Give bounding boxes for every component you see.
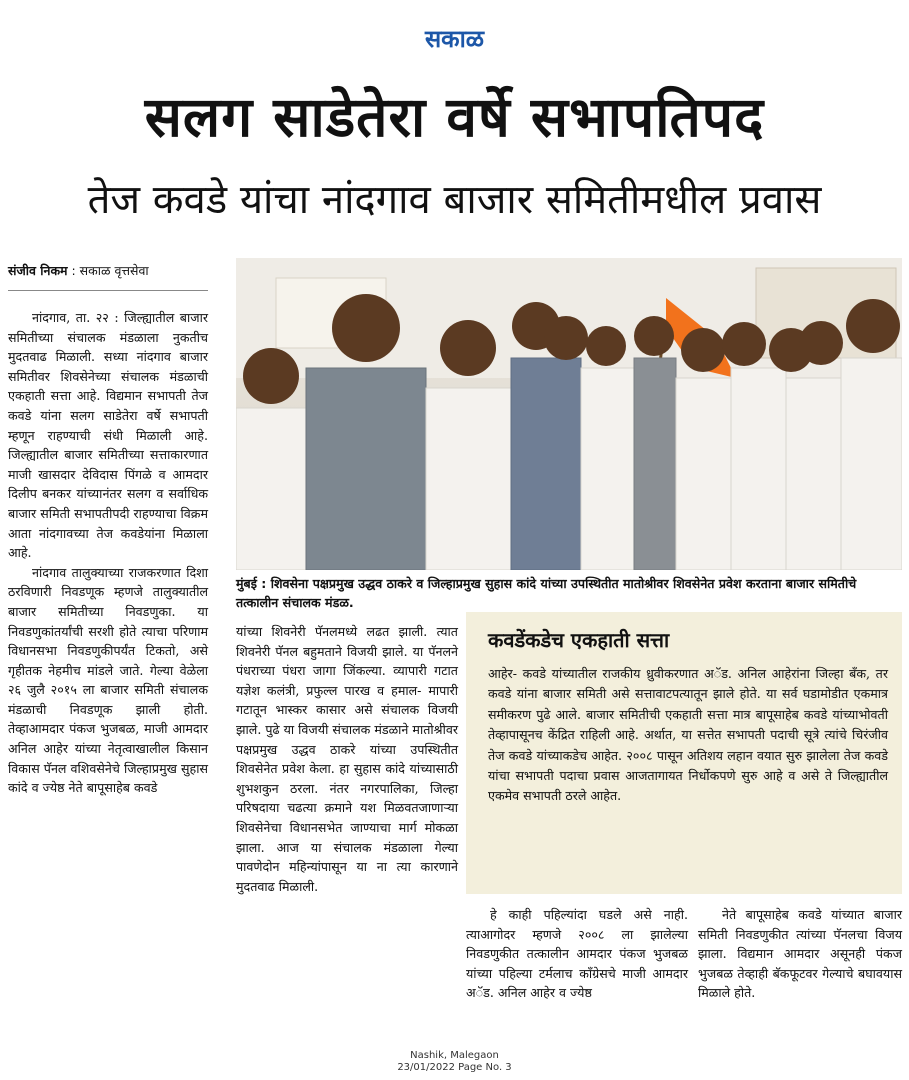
- masthead-logo: सकाळ: [424, 25, 485, 53]
- sidebar-box: [466, 612, 902, 894]
- photo-caption: मुंबई : शिवसेना पक्षप्रमुख उद्धव ठाकरे व जिल्हाप्रमुख सुहास कांदे यांच्या उपस्थितीत मातोश्रीवर शिवसेनेत प्रवेश करताना बाजार समितीचे तत्कालीन संचालक मंडळ.: [236, 576, 857, 610]
- article-paragraph: नेते बापूसाहेब कवडे यांच्यात बाजार समिती निवडणुकीत त्यांच्या पॅनलचा विजय झाला. विद्यमान आमदार असूनही पंकज भुजबळ तेव्हाही बॅकफूटवर गेल्याचे बघावयास मिळाले होते.: [698, 907, 902, 1001]
- article-paragraph: हे काही पहिल्यांदा घडले असे नाही. त्याआगोदर म्हणजे २००८ ला झालेल्या निवडणुकीत तत्कालीन आमदार पंकज भुजबळ यांच्या पहिल्या टर्मलाच काँग्रेसचे माजी आमदार अॅड. अनिल आहेर व ज्येष्ठ: [466, 907, 688, 1001]
- byline-divider: [8, 290, 208, 291]
- article-column-2: [236, 622, 458, 896]
- sidebar-title: कवडेंकडेच एकहाती सत्ता: [488, 628, 670, 652]
- byline: [8, 262, 208, 279]
- article-paragraph: नांदगाव, ता. २२ : जिल्ह्यातील बाजार समितीच्या संचालक मंडळाला नुकतीच मुदतवाढ मिळाली. सध्या नांदगाव बाजार समितीवर शिवसेनेच्या संचालक मंडळाची एकहाती सत्ता आहे. विद्यमान सभापती तेज कवडे यांना सलग साडेतेरा वर्षे सभापती म्हणून राहण्याची संधी मिळाली आहे. जिल्ह्यातील बाजार समितीच्या सत्ताकारणात माजी खासदार देविदास पिंगळे व आमदार दिलीप बनकर यांच्यानंतर सलग व सर्वाधिक बाजार समिती सभापतीपदी राहण्याचा विक्रम आता नांदगावच्या तेज कवडेयांना मिळाला आहे.: [8, 310, 208, 561]
- article-column-4: [698, 905, 902, 1003]
- article-column-1: [8, 308, 208, 798]
- headline: सलग साडेतेरा वर्षे सभापतिपद: [144, 85, 765, 149]
- article-column-3: [466, 905, 688, 1003]
- article-paragraph: यांच्या शिवनेरी पॅनलमध्ये लढत झाली. त्यात शिवनेरी पॅनल बहुमताने विजयी झाले. या पॅनलने पंधराच्या पंधरा जागा जिंकल्या. व्यापारी गटात यज्ञेश कलंत्री, प्रफुल्ल पारख व हमाल- मापारी गटातून भास्कर कासार असे संचालक विजयी झाले. पुढे या विजयी संचालक मंडळाने मातोश्रीवर पक्षप्रमुख उद्धव ठाकरे यांच्या उपस्थितीत शिवसेनेत प्रवेश केला. हा सुहास कांदे यांच्यासाठी शुभशकुन ठरला. नंतर नगरपालिका, जिल्हा परिषदाया चढत्या क्रमाने यश मिळवतजाणाऱ्या शिवसेनेचा विधानसभेत जाण्याचा मार्ग मोकळा झाला. आज या संचालक मंडळाला गेल्या पावणेदोन महिन्यांपासून या ना त्या कारणाने मुदतवाढ मिळाली.: [236, 624, 458, 894]
- sidebar-text: आहेर- कवडे यांच्यातील राजकीय ध्रुवीकरणात अॅड. अनिल आहेरांना जिल्हा बँक, तर कवडे यांना बाजार समिती असे सत्तावाटपत्यातून झाले होते. या सर्व घडामोडीत एकमात्र समीकरण पुढे आले. बाजार समितीची एकहाती सत्ता मात्र बापूसाहेब कवडे यांच्याभोवती तेव्हापासूनच केंद्रित राहिली आहे. अर्थात, या सत्तेत सभापती पदाची सूत्रे त्यांचे चिरंजीव तेज कवडे यांच्याकडेच आहेत. २००८ पासून अतिशय लहान वयात सुरु झालेला तेज कवडे यांचा सभापती पदाचा प्रवास आजतागायत निर्धोकपणे सुरु आहे व असे ते जिल्ह्यातील एकमेव सभापती ठरले आहेत.: [488, 666, 888, 804]
- news-photo: [236, 258, 902, 570]
- group-photo-illustration: [236, 258, 902, 570]
- page-footer: [0, 1050, 909, 1074]
- article-paragraph: नांदगाव तालुक्याच्या राजकरणात दिशा ठरविणारी निवडणूक म्हणजे तालुक्यातील बाजार समितीच्या निवडणुका. या निवडणुकांतर्यांची सरशी होते त्याचा परिणाम विधानसभा निवडणुकीपर्यंत टिकतो, असे गृहीतक नेहमीच मांडले जाते. गेल्या वेळेला २६ जुलै २०१५ ला बाजार समिती संचालक मंडळाची निवडणूक झाली होती. तेव्हाआमदार पंकज भुजबळ, माजी आमदार अनिल आहेर यांच्या नेतृत्वाखालील किसान विकास पॅनल वशिवसेनेचे जिल्हाप्रमुख सुहास कांदे व ज्येष्ठ नेते बापूसाहेब कवडे: [8, 564, 208, 796]
- footer-edition: Nashik, Malegaon: [410, 1050, 499, 1061]
- subheadline: तेज कवडे यांचा नांदगाव बाजार समितीमधील प्रवास: [87, 177, 822, 223]
- byline-author: संजीव निकम: [8, 263, 68, 278]
- byline-source: : सकाळ वृत्तसेवा: [71, 263, 149, 278]
- footer-date-page: 23/01/2022 Page No. 3: [397, 1062, 512, 1073]
